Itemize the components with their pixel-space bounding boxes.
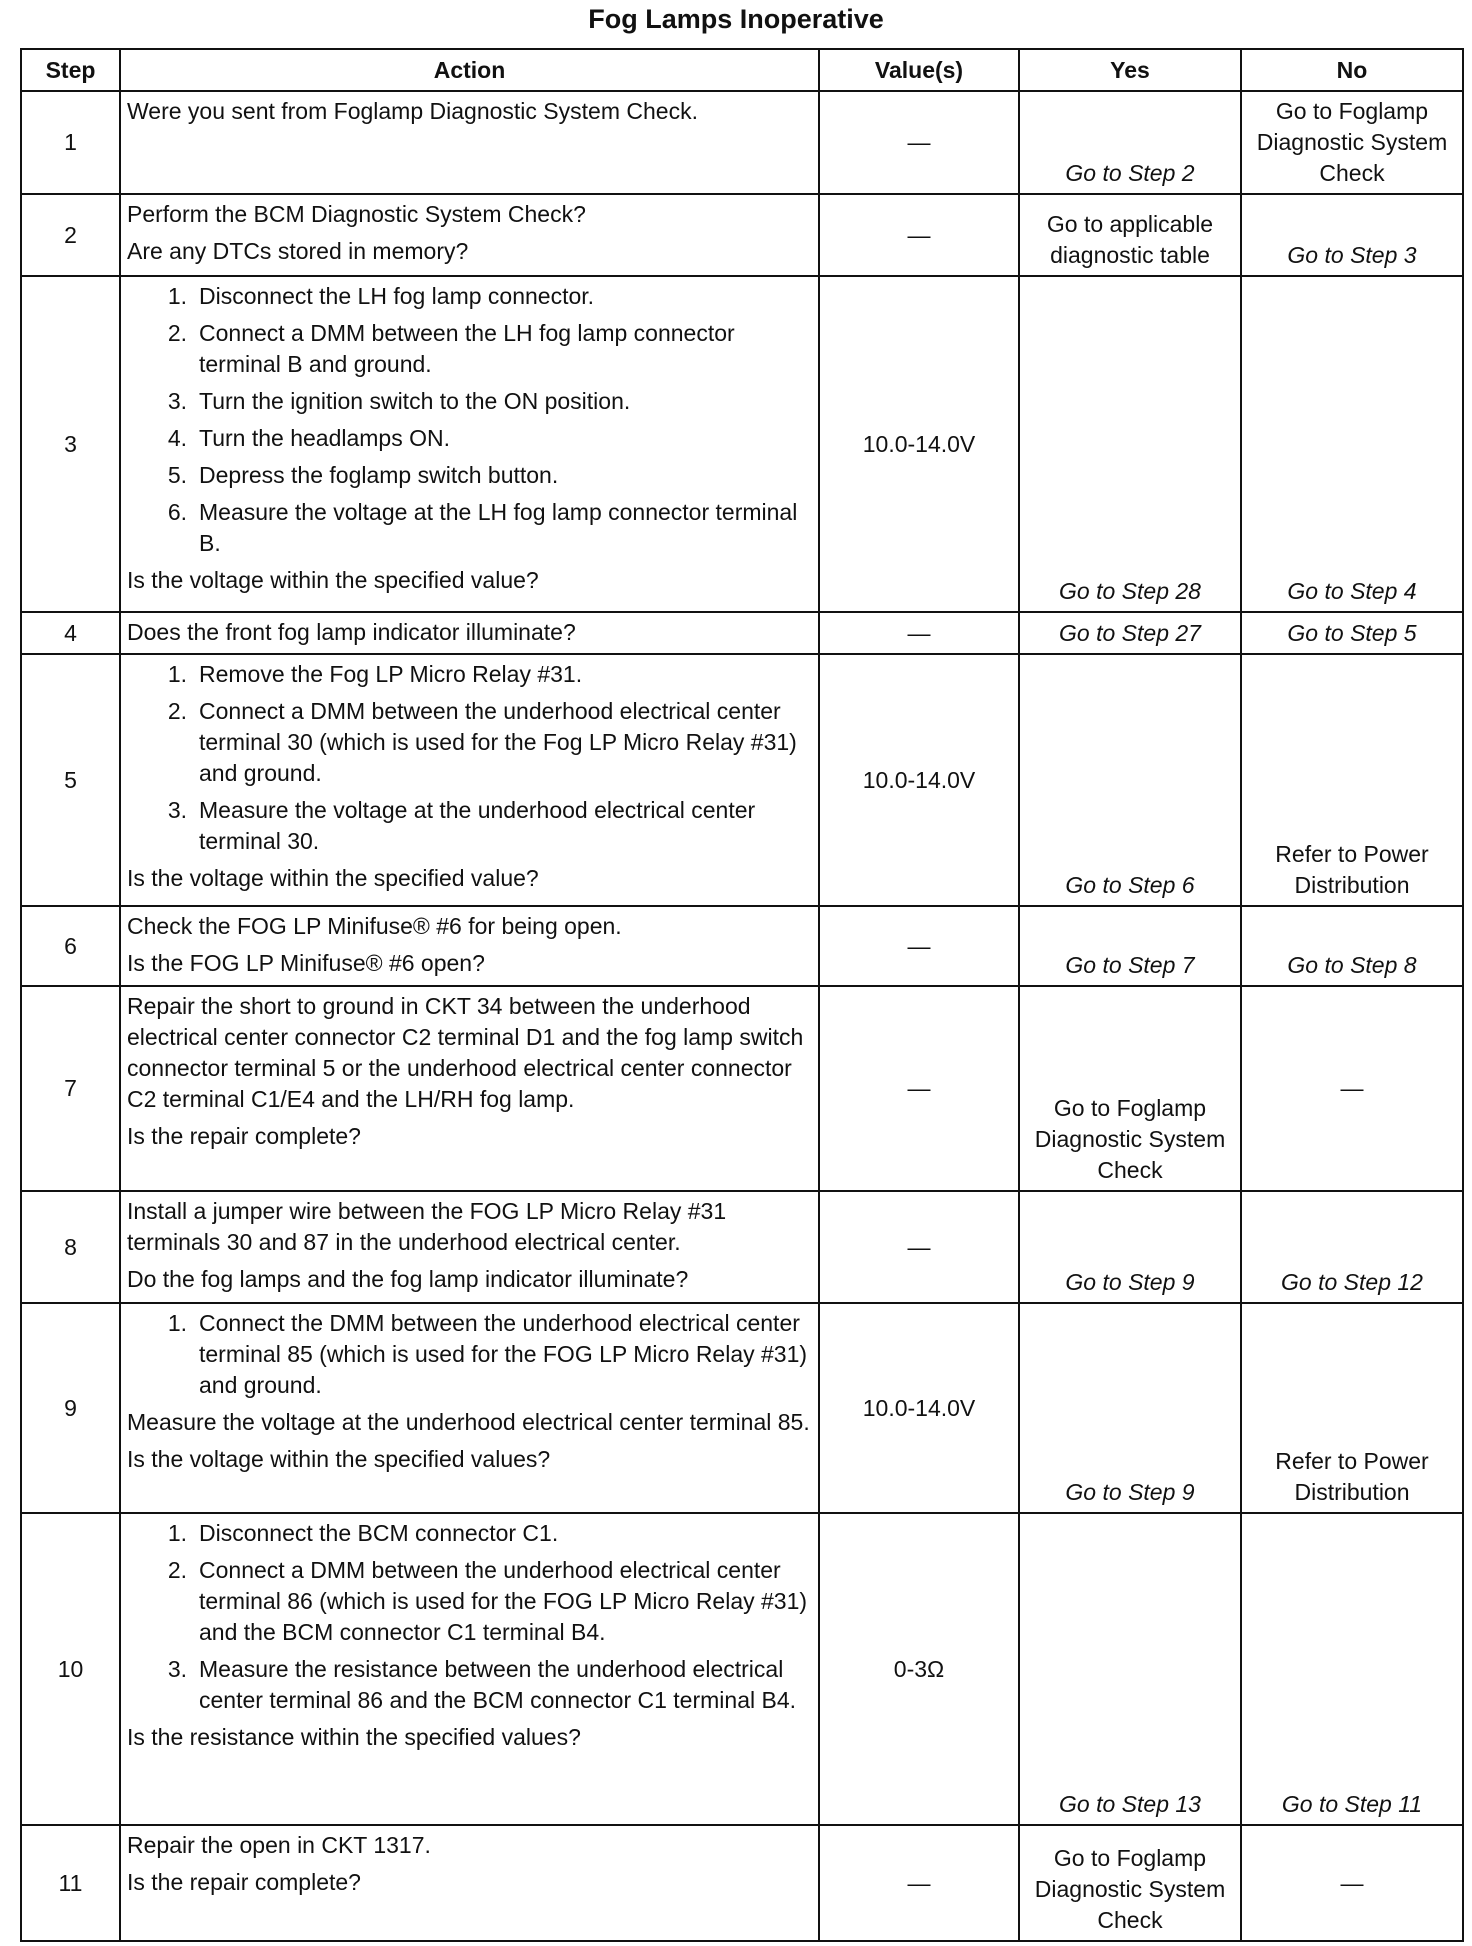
action-list-item — [127, 1308, 812, 1401]
list-text: Depress the foglamp switch button. — [199, 462, 559, 488]
step-cell: 6 — [21, 906, 120, 986]
list-number: 4. — [167, 425, 187, 451]
header-row — [21, 49, 1463, 91]
table-row — [21, 986, 1463, 1191]
list-text: Measure the voltage at the LH fog lamp connector terminal B. — [199, 499, 798, 556]
action-text: Is the resistance within the specified values? — [127, 1724, 581, 1750]
action-text: Repair the open in CKT 1317. — [127, 1832, 431, 1858]
list-text: Connect a DMM between the underhood electrical center terminal 86 (which is used for the FOG LP Micro Relay #31) and the BCM connector C1 terminal B4. — [199, 1557, 808, 1645]
action-list-item — [127, 386, 812, 417]
action-text: Perform the BCM Diagnostic System Check? — [127, 201, 586, 227]
yes-cell: Go to Foglamp Diagnostic System Check — [1019, 986, 1241, 1191]
action-cell — [120, 906, 819, 986]
step-cell: 11 — [21, 1825, 120, 1941]
step-cell: 3 — [21, 276, 120, 612]
no-cell: Go to Step 11 — [1241, 1513, 1463, 1825]
action-list-item — [127, 460, 812, 491]
list-text: Measure the voltage at the underhood electrical center terminal 30. — [199, 797, 756, 854]
table-row — [21, 194, 1463, 276]
step-cell: 10 — [21, 1513, 120, 1825]
action-text: Does the front fog lamp indicator illuminate? — [127, 619, 576, 645]
header-value: Value(s) — [819, 49, 1019, 91]
list-number: 2. — [167, 698, 187, 724]
header-yes: Yes — [1019, 49, 1241, 91]
no-cell: Refer to Power Distribution — [1241, 654, 1463, 906]
yes-cell: Go to Step 9 — [1019, 1303, 1241, 1513]
action-list-item — [127, 318, 812, 380]
value-cell: 0-3Ω — [819, 1513, 1019, 1825]
action-cell — [120, 276, 819, 612]
action-cell — [120, 612, 819, 654]
action-text: Is the repair complete? — [127, 1123, 361, 1149]
value-cell: — — [819, 986, 1019, 1191]
list-text: Measure the resistance between the underhood electrical center terminal 86 and the BCM connector C1 terminal B4. — [199, 1656, 797, 1713]
no-cell: Refer to Power Distribution — [1241, 1303, 1463, 1513]
action-text: Is the voltage within the specified value? — [127, 567, 539, 593]
list-number: 1. — [167, 1310, 187, 1336]
action-text: Were you sent from Foglamp Diagnostic System Check. — [127, 98, 698, 124]
table-row — [21, 1191, 1463, 1303]
header-no: No — [1241, 49, 1463, 91]
yes-cell: Go to Step 6 — [1019, 654, 1241, 906]
action-text: Is the FOG LP Minifuse® #6 open? — [127, 950, 485, 976]
table-body — [21, 91, 1463, 1941]
list-number: 3. — [167, 797, 187, 823]
yes-cell: Go to Foglamp Diagnostic System Check — [1019, 1825, 1241, 1941]
step-cell: 7 — [21, 986, 120, 1191]
table-row — [21, 1825, 1463, 1941]
table-row — [21, 654, 1463, 906]
action-list-item — [127, 281, 812, 312]
list-text: Turn the ignition switch to the ON position. — [199, 388, 631, 414]
action-text: Install a jumper wire between the FOG LP Micro Relay #31 terminals 30 and 87 in the underhood electrical center. — [127, 1198, 727, 1255]
no-cell: Go to Step 8 — [1241, 906, 1463, 986]
action-text: Do the fog lamps and the fog lamp indicator illuminate? — [127, 1266, 689, 1292]
action-list-item — [127, 1518, 812, 1549]
diagnostic-table — [20, 48, 1464, 1942]
document-title: Fog Lamps Inoperative — [588, 4, 884, 34]
list-text: Turn the headlamps ON. — [199, 425, 450, 451]
no-cell: Go to Step 12 — [1241, 1191, 1463, 1303]
action-text: Is the repair complete? — [127, 1869, 361, 1895]
action-cell — [120, 1825, 819, 1941]
yes-cell: Go to Step 9 — [1019, 1191, 1241, 1303]
value-cell: — — [819, 1191, 1019, 1303]
yes-cell: Go to Step 13 — [1019, 1513, 1241, 1825]
header-action: Action — [120, 49, 819, 91]
table-row — [21, 91, 1463, 194]
value-cell: 10.0-14.0V — [819, 654, 1019, 906]
action-cell — [120, 1513, 819, 1825]
action-cell — [120, 986, 819, 1191]
action-text: Measure the voltage at the underhood electrical center terminal 85. — [127, 1409, 810, 1435]
action-text: Is the voltage within the specified values? — [127, 1446, 551, 1472]
list-text: Disconnect the BCM connector C1. — [199, 1520, 559, 1546]
step-cell: 5 — [21, 654, 120, 906]
table-row — [21, 906, 1463, 986]
step-cell: 1 — [21, 91, 120, 194]
step-cell: 2 — [21, 194, 120, 276]
action-list-item — [127, 1555, 812, 1648]
action-cell — [120, 1303, 819, 1513]
list-number: 1. — [167, 283, 187, 309]
step-cell: 8 — [21, 1191, 120, 1303]
header-step: Step — [21, 49, 120, 91]
list-text: Connect the DMM between the underhood electrical center terminal 85 (which is used for the FOG LP Micro Relay #31) and ground. — [199, 1310, 808, 1398]
list-text: Remove the Fog LP Micro Relay #31. — [199, 661, 583, 687]
action-list-item — [127, 1654, 812, 1716]
action-text: Check the FOG LP Minifuse® #6 for being open. — [127, 913, 622, 939]
yes-cell: Go to Step 28 — [1019, 276, 1241, 612]
list-text: Disconnect the LH fog lamp connector. — [199, 283, 595, 309]
no-cell: Go to Step 3 — [1241, 194, 1463, 276]
list-number: 2. — [167, 1557, 187, 1583]
action-cell — [120, 654, 819, 906]
yes-cell: Go to Step 27 — [1019, 612, 1241, 654]
action-text: Are any DTCs stored in memory? — [127, 238, 469, 264]
action-cell — [120, 194, 819, 276]
no-cell: Go to Foglamp Diagnostic System Check — [1241, 91, 1463, 194]
action-cell — [120, 1191, 819, 1303]
value-cell: — — [819, 91, 1019, 194]
list-number: 2. — [167, 320, 187, 346]
list-text: Connect a DMM between the underhood electrical center terminal 30 (which is used for the Fog LP Micro Relay #31) and ground. — [199, 698, 797, 786]
yes-cell: Go to Step 2 — [1019, 91, 1241, 194]
list-number: 6. — [167, 499, 187, 525]
action-list-item — [127, 795, 812, 857]
no-cell: Go to Step 4 — [1241, 276, 1463, 612]
step-cell: 9 — [21, 1303, 120, 1513]
action-list-item — [127, 497, 812, 559]
yes-cell: Go to applicable diagnostic table — [1019, 194, 1241, 276]
list-number: 3. — [167, 1656, 187, 1682]
action-cell — [120, 91, 819, 194]
table-row — [21, 1303, 1463, 1513]
value-cell: — — [819, 1825, 1019, 1941]
yes-cell: Go to Step 7 — [1019, 906, 1241, 986]
value-cell: — — [819, 612, 1019, 654]
list-number: 1. — [167, 1520, 187, 1546]
step-cell: 4 — [21, 612, 120, 654]
action-list-item — [127, 696, 812, 789]
no-cell: Go to Step 5 — [1241, 612, 1463, 654]
action-text: Is the voltage within the specified value? — [127, 865, 539, 891]
list-number: 3. — [167, 388, 187, 414]
list-text: Connect a DMM between the LH fog lamp connector terminal B and ground. — [199, 320, 735, 377]
list-number: 1. — [167, 661, 187, 687]
no-cell: — — [1241, 1825, 1463, 1941]
value-cell: — — [819, 906, 1019, 986]
action-text: Repair the short to ground in CKT 34 between the underhood electrical center connector C2 terminal D1 and the fog lamp switch connector terminal 5 or the underhood electrical center connector C2 terminal C1/E4 and the LH/RH fog lamp. — [127, 993, 804, 1112]
value-cell: 10.0-14.0V — [819, 276, 1019, 612]
action-list-item — [127, 659, 812, 690]
value-cell: — — [819, 194, 1019, 276]
table-row — [21, 276, 1463, 612]
list-number: 5. — [167, 462, 187, 488]
table-row — [21, 1513, 1463, 1825]
action-list-item — [127, 423, 812, 454]
no-cell: — — [1241, 986, 1463, 1191]
table-row — [21, 612, 1463, 654]
value-cell: 10.0-14.0V — [819, 1303, 1019, 1513]
